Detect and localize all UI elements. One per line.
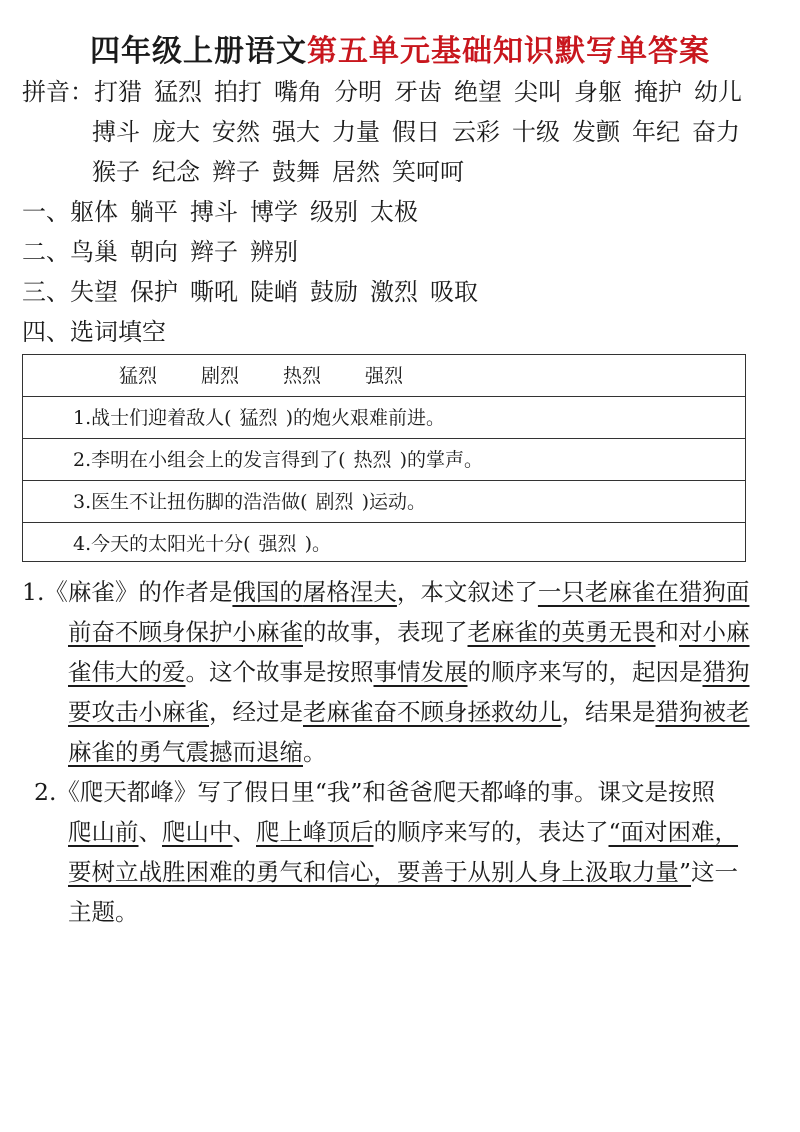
table-row [23,481,745,523]
word: 猴子 [92,158,140,186]
word: 级别 [310,198,358,226]
section-3 [22,272,490,312]
option: 热烈 [283,365,322,387]
word: 年纪 [632,118,680,146]
item-text: )。 [304,533,331,555]
item-answer: 强烈 [258,533,297,555]
fill-in-table [22,354,746,562]
text: ，结果是 [561,698,656,726]
section-label: 二、 [22,238,70,266]
section-2 [22,232,310,272]
word: 分明 [334,78,382,106]
word: 太极 [370,198,418,226]
word: 嘴角 [274,78,322,106]
word: 鼓励 [310,278,358,306]
text: 的顺序来写的，表达了 [373,818,609,846]
pinyin-row-2 [92,112,752,152]
text: ，经过是 [209,698,303,726]
title-unit: 第五单元基础知识默写单答案 [307,34,710,69]
word: 庞大 [152,118,200,146]
pinyin-label: 拼音： [22,78,94,106]
answer: “面对困难， [608,818,739,846]
text: 1.《麻雀》的作者是 [22,578,233,606]
word: 掩护 [634,78,682,106]
word: 陡峭 [250,278,298,306]
section-4-title: 四、选词填空 [22,318,166,346]
option: 剧烈 [201,365,240,387]
section-label: 一、 [22,198,70,226]
word: 激烈 [370,278,418,306]
word: 假日 [392,118,440,146]
answer: 猎狗被老 [655,698,750,726]
word: 奋力 [692,118,740,146]
text: 、 [232,818,256,846]
word: 鼓舞 [272,158,320,186]
text: 。这个故事是按照 [185,658,374,686]
word: 保护 [130,278,178,306]
para-line [68,652,750,692]
answer: 老麻雀的英勇无畏 [467,618,656,646]
para-line [68,812,738,852]
word: 强大 [272,118,320,146]
text: 的故事，表现了 [303,618,468,646]
item-text: )的掌声。 [399,449,483,471]
answer: 爬山前 [68,818,139,846]
word: 朝向 [130,238,178,266]
text: 。 [303,738,327,766]
text: ，本文叙述了 [396,578,538,606]
word: 身躯 [574,78,622,106]
word: 嘶吼 [190,278,238,306]
word: 博学 [250,198,298,226]
text: 和 [655,618,679,646]
text: 主题。 [68,898,139,926]
item-answer: 热烈 [353,449,392,471]
item-text: 1.战士们迎着敌人( [73,407,232,429]
word: 幼儿 [694,78,742,106]
word: 猛烈 [154,78,202,106]
pinyin-row-3 [92,152,476,192]
word: 笑呵呵 [392,158,464,186]
para-line [22,572,749,612]
word: 云彩 [452,118,500,146]
section-label: 三、 [22,278,70,306]
word: 吸取 [430,278,478,306]
title-grade: 四年级上册语文 [90,34,307,69]
section-1 [22,192,430,232]
item-text: 4.今天的太阳光十分( [73,533,251,555]
para-line [68,732,327,772]
word: 安然 [212,118,260,146]
word: 辫子 [212,158,260,186]
item-text: )的炮火艰难前进。 [285,407,445,429]
answer: 事情发展 [373,658,468,686]
para-line [68,852,738,892]
para-line [68,892,139,932]
table-row [23,523,745,565]
option: 猛烈 [119,365,158,387]
options-row [23,355,745,397]
para-line [68,692,750,732]
table-row [23,439,745,481]
item-answer: 猛烈 [239,407,278,429]
word: 躯体 [70,198,118,226]
item-answer: 剧烈 [315,491,354,513]
answer: 爬山中 [162,818,233,846]
text: 2.《爬天都峰》写了假日里“我”和爸爸爬天都峰的事。课文是按照 [34,778,715,806]
item-text: 3.医生不让扭伤脚的浩浩做( [73,491,308,513]
word: 辫子 [190,238,238,266]
answer: 要攻击小麻雀 [68,698,209,726]
answer: 一只老麻雀在猎狗面 [537,578,750,606]
pinyin-row-1 [22,72,754,112]
word: 十级 [512,118,560,146]
text: 这一 [691,858,739,886]
word: 辨别 [250,238,298,266]
item-text: )运动。 [361,491,426,513]
word: 力量 [332,118,380,146]
word: 尖叫 [514,78,562,106]
answer: 老麻雀奋不顾身拯救幼儿 [303,698,562,726]
item-text: 2.李明在小组会上的发言得到了( [73,449,346,471]
answer: 猎狗 [702,658,750,686]
answer: 麻雀的勇气震撼而退缩 [68,738,303,766]
word: 失望 [70,278,118,306]
answer: 雀伟大的爱 [68,658,186,686]
answer: 爬上峰顶后 [256,818,374,846]
answer: 要树立战胜困难的勇气和信心，要善于从别人身上汲取力量” [68,858,692,886]
word: 躺平 [130,198,178,226]
para-line [34,772,715,812]
text: 的顺序来写的，起因是 [467,658,703,686]
table-row [23,397,745,439]
word: 牙齿 [394,78,442,106]
word: 打猎 [94,78,142,106]
option: 强烈 [365,365,404,387]
word: 搏斗 [190,198,238,226]
page-title [0,32,800,72]
word: 绝望 [454,78,502,106]
answer: 俄国的 [232,578,303,606]
answer: 屠格涅夫 [302,578,397,606]
word: 拍打 [214,78,262,106]
answer: 前奋不顾身保护小麻雀 [68,618,303,646]
word: 居然 [332,158,380,186]
text: 、 [138,818,162,846]
answer: 对小麻 [679,618,750,646]
word: 鸟巢 [70,238,118,266]
word: 发颤 [572,118,620,146]
word: 纪念 [152,158,200,186]
word: 搏斗 [92,118,140,146]
para-line [68,612,750,652]
